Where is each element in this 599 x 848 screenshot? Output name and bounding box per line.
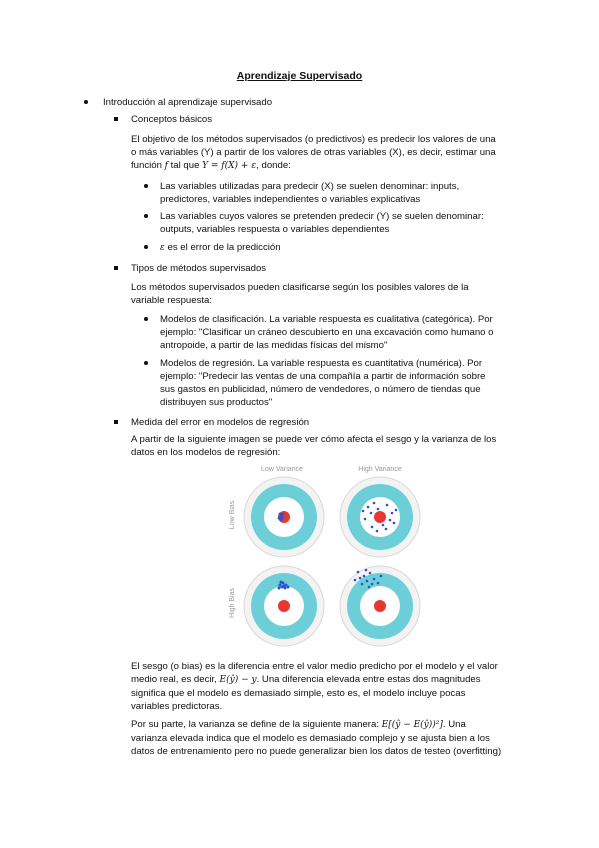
bullet-icon [144,184,148,188]
list-item [160,313,513,352]
target-low-bias-high-variance [340,477,420,557]
paragraph-sesgo [131,660,513,713]
list-item [160,241,513,255]
paragraph-line: varianza elevada indica que el modelo es demasiado complejo y se ajusta bien a los [131,733,490,744]
paragraph-line: El objetivo de los métodos supervisados (o predictivos) es predecir los valores de una [131,134,496,145]
paragraph-line [131,673,513,687]
list-item-line: Modelos de regresión. La variable respuesta es cuantitativa (numérica). Por [160,358,483,369]
bullet-icon [144,245,148,249]
text-run: tal que [167,160,203,171]
list-item-line: distribuyen sus productos" [160,397,273,408]
list-item-line: Las variables cuyos valores se pretenden predecir (Y) se suelen denominar: [160,211,484,222]
paragraph-line: o más variables (Y) a partir de los valores de otras variables (X), es decir, estimar una [131,147,496,158]
paragraph-line: datos de entrenamiento pero no puede generalizar bien los datos de testeo (overfitting) [131,746,502,757]
paragraph-line: datos en los modelos de regresión: [131,447,281,458]
paragraph-line: Los métodos supervisados pueden clasificarse según los posibles valores de la [131,282,469,293]
math-formula: Y = f(X) + ε [202,161,257,171]
list-item [160,357,513,409]
bullet-icon [84,100,88,104]
row-label-low-bias: Low Bias [229,500,236,530]
bullet-icon [144,317,148,321]
paragraph-line: variable respuesta: [131,295,213,306]
paragraph-line: El sesgo (o bias) es la diferencia entre el valor medio predicho por el modelo y el valor [131,661,498,672]
list-item [160,180,513,206]
text-run: Por su parte, la varianza se define de la siguiente manera: [131,719,382,730]
text-run: , donde: [256,160,291,171]
subsection-heading: Tipos de métodos supervisados [131,263,267,274]
paragraph-line [131,159,513,173]
math-formula: E(ŷ) − y [219,675,257,685]
paragraph [131,433,513,459]
text-run: . Una diferencia elevada entre estas dos magnitudes [256,674,481,685]
bias-variance-figure [222,463,432,648]
math-symbol: ε [160,243,165,253]
paragraph [131,281,513,307]
subsection-heading: Medida del error en modelos de regresión [131,417,310,428]
subsection-heading: Conceptos básicos [131,114,213,125]
paragraph-line: variables predictoras. [131,701,223,712]
math-formula: E[(ŷ − E(ŷ))²] [381,720,443,730]
paragraph-line: A partir de la siguiente imagen se puede ver cómo afecta el sesgo y la varianza de los [131,434,497,445]
list-item-line: sus gastos en publicidad, número de vendedores, o número de tiendas que [160,384,481,395]
text-run: medio real, es decir, [131,674,220,685]
text-run: función [131,160,165,171]
math-symbol: f [164,161,168,171]
col-label-high-variance: High Variance [358,466,402,473]
paragraph-varianza [131,718,513,758]
list-item-line: ejemplo: "Predecir las ventas de una compañía a partir de información sobre [160,371,486,382]
bullet-icon [144,361,148,365]
bullet-icon [144,214,148,218]
target-high-bias-high-variance [340,566,420,646]
target-high-bias-low-variance [244,566,324,646]
list-item-line [160,241,513,255]
list-item-line: Las variables utilizadas para predecir (X) se suelen denominar: inputs, [160,181,460,192]
list-item-line: ejemplo: "Clasificar un cráneo descubierto en una excavación como humano o [160,327,494,338]
page-title: Aprendizaje Supervisado [236,70,363,82]
list-item-line: predictores, variables independientes o variables explicativas [160,194,421,205]
section-title: Introducción al aprendizaje supervisado [103,97,273,108]
text-run: es el error de la predicción [164,242,281,253]
row-label-high-bias: High Bias [229,588,236,618]
paragraph-line: significa que el modelo es demasiado simple, esto es, el modelo incluye pocas [131,688,466,699]
paragraph-line [131,718,513,732]
col-label-low-variance: Low Variance [261,466,303,473]
list-item-line: outputs, variables respuesta o variables dependientes [160,224,390,235]
square-bullet-icon [114,117,118,121]
square-bullet-icon [114,266,118,270]
list-item [160,210,513,236]
target-low-bias-low-variance [244,477,324,557]
paragraph [131,133,513,173]
list-item-line: antropoide, a partir de las medidas físicas del mismo" [160,340,388,351]
list-item-line: Modelos de clasificación. La variable respuesta es cualitativa (categórica). Por [160,314,493,325]
text-run: . Una [442,719,466,730]
square-bullet-icon [114,420,118,424]
